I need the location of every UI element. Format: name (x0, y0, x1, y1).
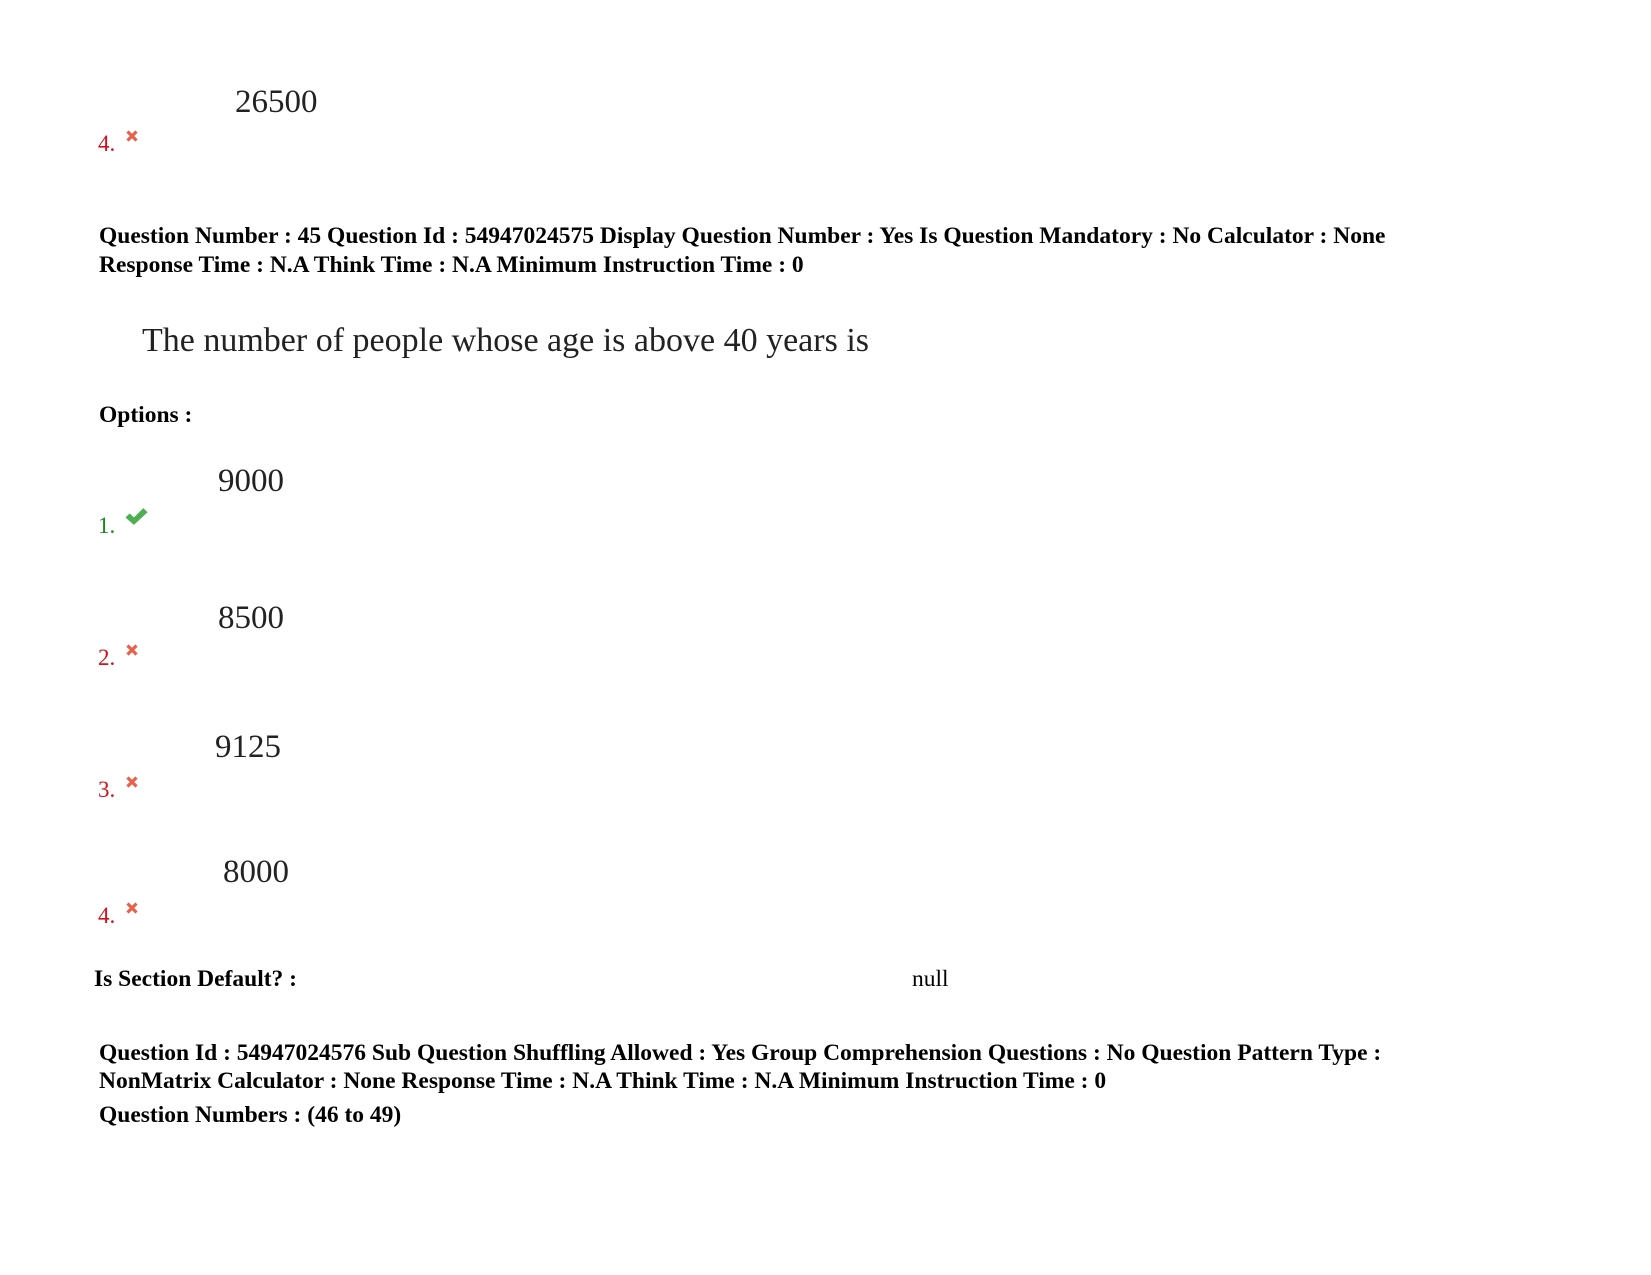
option-label: 2. (98, 645, 116, 670)
question-meta-line-2: Response Time : N.A Think Time : N.A Minimum Instruction Time : 0 (99, 252, 804, 278)
question-numbers: Question Numbers : (46 to 49) (99, 1102, 402, 1128)
cross-icon (123, 773, 141, 791)
cross-icon (123, 641, 141, 659)
option-3-value: 9125 (215, 729, 281, 765)
option-2-value: 8500 (218, 600, 284, 636)
group-meta-line-1: Question Id : 54947024576 Sub Question Shuffling Allowed : Yes Group Comprehension Questions : No Question Pattern Type : (99, 1040, 1382, 1066)
section-default-label: Is Section Default? : (94, 966, 297, 992)
previous-option-value: 26500 (235, 84, 318, 120)
option-1 (98, 506, 149, 537)
option-4-value: 8000 (223, 854, 289, 890)
check-icon (123, 506, 149, 527)
option-label: 1. (98, 513, 116, 538)
option-label: 3. (98, 777, 116, 802)
section-default-value: null (912, 966, 949, 992)
option-label: 4. (98, 131, 116, 156)
cross-icon (123, 899, 141, 917)
question-meta-line-1: Question Number : 45 Question Id : 54947024575 Display Question Number : Yes Is Question Mandatory : No Calculator : None (99, 223, 1386, 249)
option-label: 4. (98, 903, 116, 928)
option-2 (98, 641, 141, 669)
group-meta-line-2: NonMatrix Calculator : None Response Time : N.A Think Time : N.A Minimum Instruction Time : 0 (99, 1068, 1107, 1094)
question-text: The number of people whose age is above 40 years is (142, 322, 869, 359)
option-4 (98, 899, 141, 927)
option-1-value: 9000 (218, 463, 284, 499)
previous-option-4 (98, 127, 141, 155)
options-heading: Options : (99, 402, 193, 428)
option-3 (98, 773, 141, 801)
cross-icon (123, 127, 141, 145)
